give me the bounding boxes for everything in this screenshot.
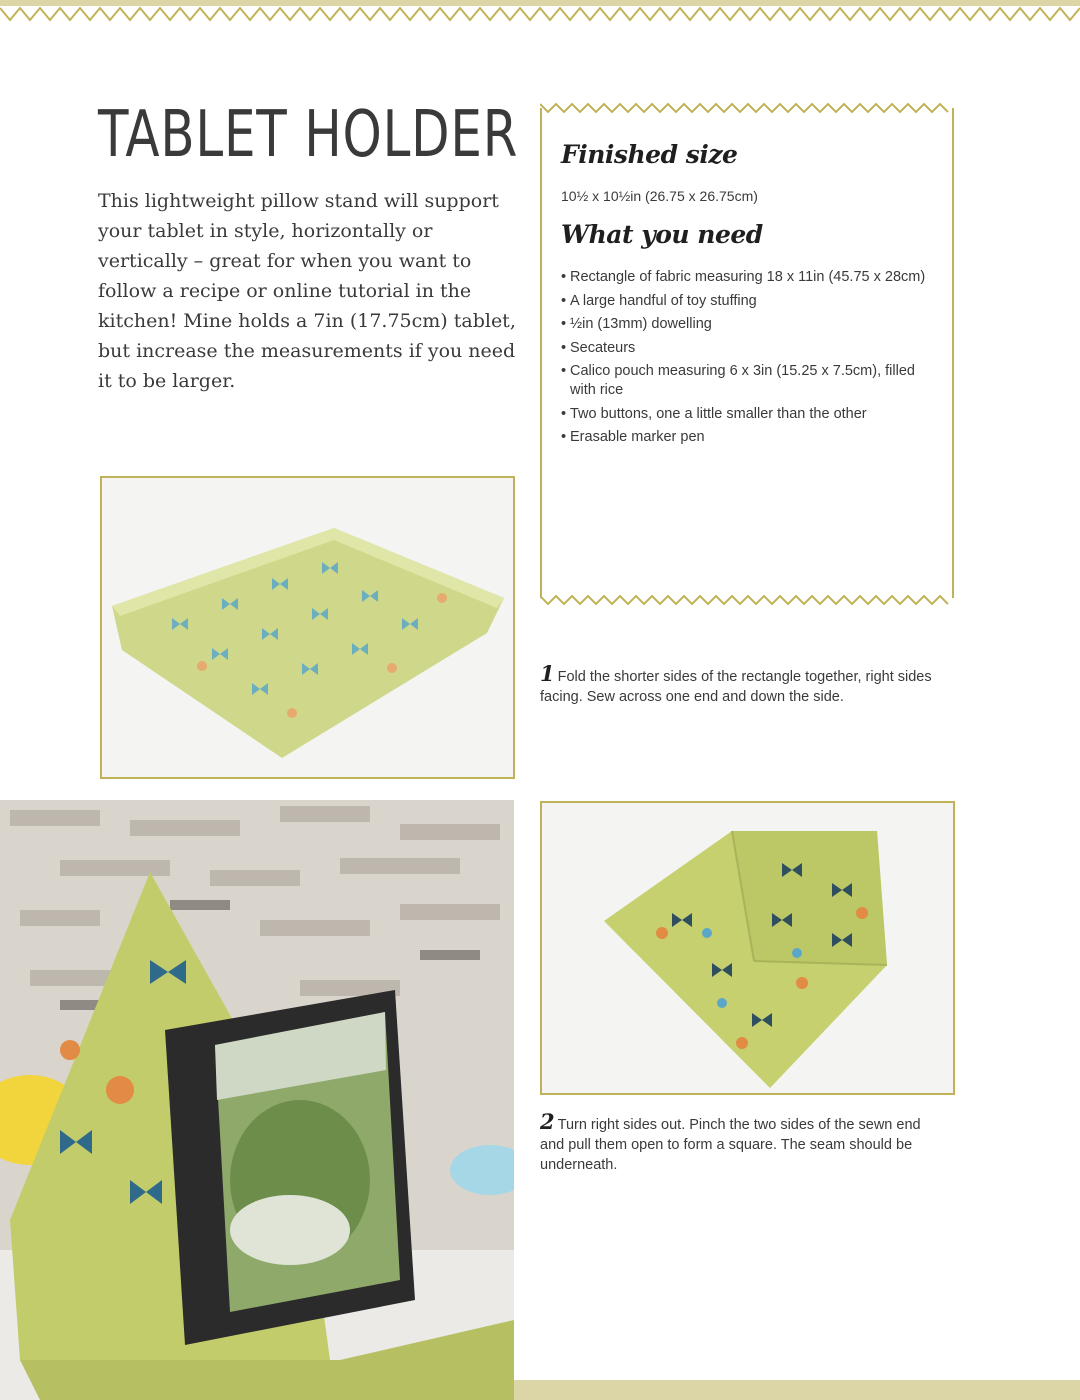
step-2-text xyxy=(540,1109,940,1175)
finished-size-value: 10½ x 10½in (26.75 x 26.75cm) xyxy=(561,188,758,204)
finished-size-heading: Finished size xyxy=(561,140,738,169)
materials-box xyxy=(540,102,954,608)
step-2-photo xyxy=(540,801,955,1095)
step-1-text xyxy=(540,661,940,707)
list-item: • A large handful of toy stuffing xyxy=(561,292,931,311)
step-1-number: 1 xyxy=(540,661,555,686)
list-item: • Secateurs xyxy=(561,339,931,358)
list-item: • ½in (13mm) dowelling xyxy=(561,315,931,334)
bottom-accent-bar xyxy=(514,1380,1080,1400)
page-title: TABLET HOLDER xyxy=(98,98,519,172)
step-1-photo xyxy=(100,476,515,779)
what-you-need-heading: What you need xyxy=(561,220,763,249)
list-item: • Two buttons, one a little smaller than the other xyxy=(561,405,931,424)
list-item: • Calico pouch measuring 6 x 3in (15.25 x 7.5cm), filled with rice xyxy=(561,362,931,400)
finished-tablet-holder-photo xyxy=(0,800,514,1400)
intro-paragraph: This lightweight pillow stand will support your tablet in style, horizontally or vertically – great for when you want to follow a recipe or online tutorial in the kitchen! Mine holds a 7in (17.75cm) tablet, but increase the measurements if you need it to be larger. xyxy=(98,190,516,392)
step-2-description: Turn right sides out. Pinch the two sides of the sewn end and pull them open to form a square. The seam should be underneath. xyxy=(540,1117,921,1173)
step-2-number: 2 xyxy=(540,1109,555,1134)
zigzag-top-border xyxy=(0,0,1080,24)
materials-list xyxy=(561,268,931,452)
list-item: • Rectangle of fabric measuring 18 x 11in (45.75 x 28cm) xyxy=(561,268,931,287)
step-1-description: Fold the shorter sides of the rectangle together, right sides facing. Sew across one end and down the side. xyxy=(540,669,932,705)
list-item: • Erasable marker pen xyxy=(561,428,931,447)
